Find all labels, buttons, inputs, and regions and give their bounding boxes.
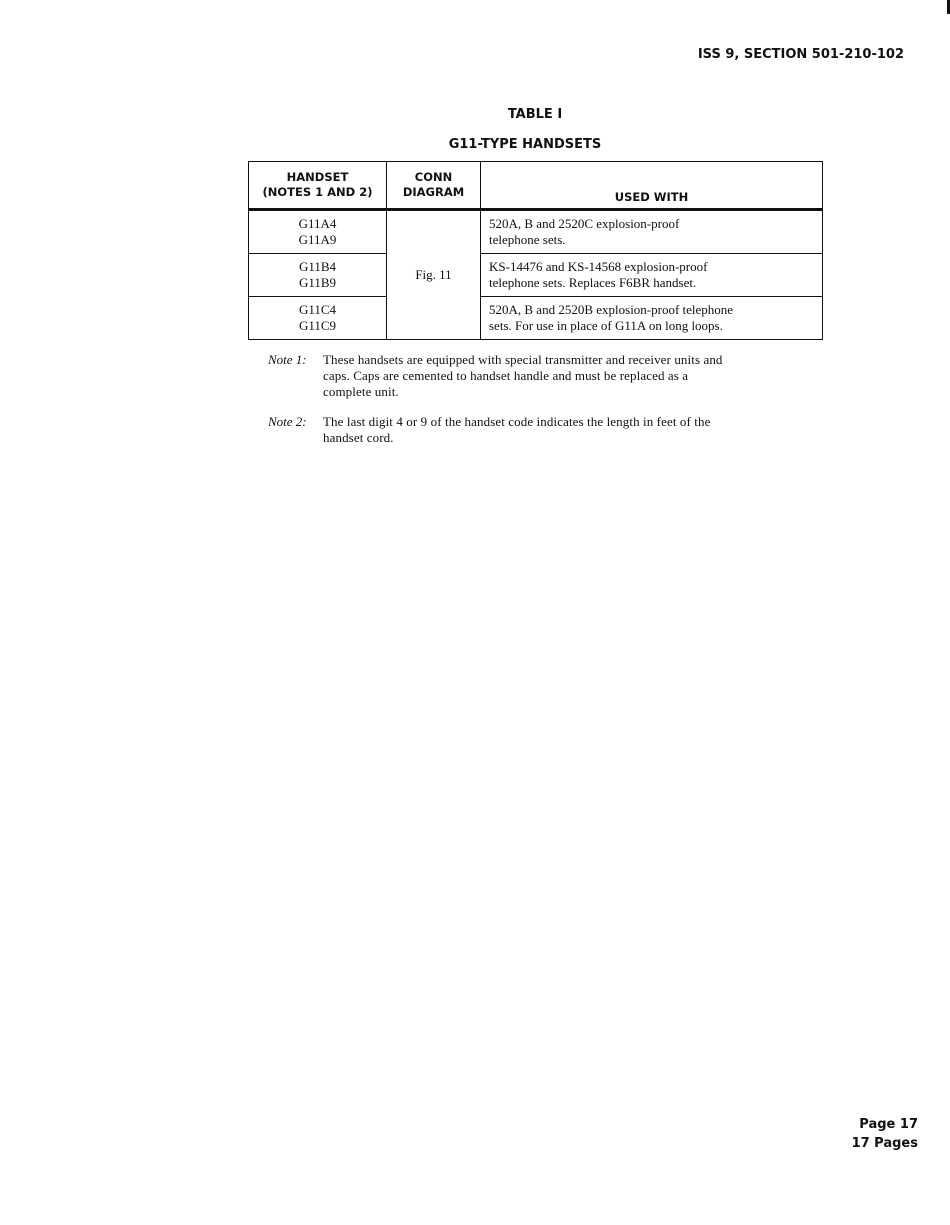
note-line: handset cord. xyxy=(323,430,394,445)
column-header-handset-line2: (NOTES 1 AND 2) xyxy=(262,185,373,199)
column-header-handset xyxy=(249,162,387,210)
table-title: TABLE I xyxy=(507,107,563,122)
column-header-conn-line1: CONN xyxy=(414,170,453,184)
section-reference: ISS 9, SECTION 501-210-102 xyxy=(697,47,904,62)
used-with-line: telephone sets. Replaces F6BR handset. xyxy=(489,275,697,290)
note-2 xyxy=(268,414,808,446)
handset-code: G11A4 xyxy=(298,216,337,231)
handset-code-cell xyxy=(249,210,387,254)
column-header-used-with: USED WITH xyxy=(481,162,823,210)
note-text xyxy=(323,352,808,400)
table-header-row xyxy=(249,162,823,210)
column-header-conn-line2: DIAGRAM xyxy=(402,185,465,199)
note-line: These handsets are equipped with special transmitter and receiver units and xyxy=(323,352,723,367)
page-count: 17 Pages xyxy=(851,1136,918,1151)
column-header-handset-line1: HANDSET xyxy=(286,170,349,184)
note-line: The last digit 4 or 9 of the handset code indicates the length in feet of the xyxy=(323,414,711,429)
note-label: Note 2: xyxy=(268,414,307,429)
used-with-cell xyxy=(481,210,823,254)
used-with-cell xyxy=(481,254,823,297)
note-line: caps. Caps are cemented to handset handle and must be replaced as a xyxy=(323,368,689,383)
handset-code: G11C4 xyxy=(298,302,337,317)
conn-diagram-cell: Fig. 11 xyxy=(387,210,481,340)
table-row xyxy=(249,210,823,254)
used-with-line: 520A, B and 2520C explosion-proof xyxy=(489,216,680,231)
handset-code-cell xyxy=(249,254,387,297)
table-row xyxy=(249,254,823,297)
used-with-line: telephone sets. xyxy=(489,232,566,247)
note-text xyxy=(323,414,808,446)
handset-code: G11B9 xyxy=(298,275,337,290)
used-with-line: sets. For use in place of G11A on long loops. xyxy=(489,318,723,333)
note-line: complete unit. xyxy=(323,384,399,399)
used-with-cell xyxy=(481,297,823,340)
note-label: Note 1: xyxy=(268,352,307,367)
used-with-line: 520A, B and 2520B explosion-proof telephone xyxy=(489,302,734,317)
table-row xyxy=(249,297,823,340)
handsets-table xyxy=(248,161,823,340)
page-footer xyxy=(852,1115,918,1153)
handset-code: G11B4 xyxy=(298,259,337,274)
handset-code-cell xyxy=(249,297,387,340)
table-subtitle: G11-TYPE HANDSETS xyxy=(448,137,602,152)
handset-code: G11C9 xyxy=(298,318,337,333)
note-1 xyxy=(268,352,808,400)
handset-code: G11A9 xyxy=(298,232,337,247)
page-number: Page 17 xyxy=(859,1117,918,1132)
column-header-conn-diagram xyxy=(387,162,481,210)
used-with-line: KS-14476 and KS-14568 explosion-proof xyxy=(489,259,708,274)
